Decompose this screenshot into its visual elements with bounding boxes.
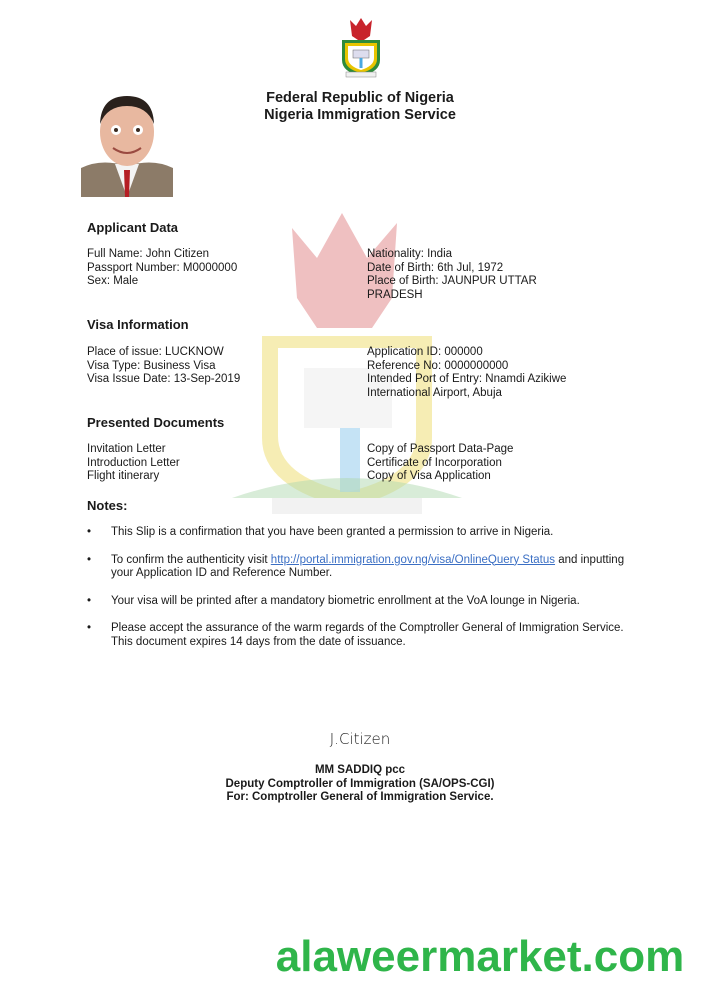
bullet: • [87,526,92,538]
note-text: and inputting your Application ID and Reference Number. [111,553,625,580]
visa-info-title: Visa Information [87,317,189,332]
documents-right [367,443,607,484]
visa-info-right [367,346,607,400]
applicant-data-right [367,248,607,302]
signer-for: For: Comptroller General of Immigration Service. [226,791,494,804]
document-item: Flight itinerary [87,470,160,483]
note-item [87,622,627,649]
place-of-birth-cont: PRADESH [367,288,423,301]
visa-info-left [87,346,357,387]
bullet: • [87,594,92,607]
date-of-birth: Date of Birth: 6th Jul, 1972 [367,261,504,274]
visa-type: Visa Type: Business Visa [87,359,216,372]
header-line-2: Nigeria Immigration Service [264,107,456,123]
signer-name: MM SADDIQ pcc [314,764,406,776]
applicant-data-left [87,248,357,289]
bullet: • [87,622,92,635]
note-item [87,595,627,609]
signer-title: Deputy Comptroller of Immigration (SA/OPS-CGI) [225,777,495,790]
note-text: Please accept the assurance of the warm regards of the Comptroller General of Immigration Service. [111,622,624,635]
note-text: This Slip is a confirmation that you have been granted a permission to arrive in Nigeria. [111,526,554,538]
place-of-issue: Place of issue: LUCKNOW [87,346,224,358]
application-id: Application ID: 000000 [367,346,483,358]
applicant-data-title: Applicant Data [87,220,179,235]
place-of-birth: Place of Birth: JAUNPUR UTTAR [367,275,537,288]
reference-no: Reference No: 0000000000 [367,359,509,372]
note-text: Your visa will be printed after a mandatory biometric enrollment at the VoA lounge in Nigeria. [111,594,580,607]
note-text: This document expires 14 days from the date of issuance. [111,635,406,648]
note-item [87,526,627,540]
notes-list [87,526,627,664]
signer-block [160,764,560,805]
brand-watermark: alaweermarket.com [275,932,685,981]
visa-issue-date: Visa Issue Date: 13-Sep-2019 [87,373,241,386]
note-item [87,554,627,581]
document-item: Invitation Letter [87,443,166,455]
document-item: Copy of Passport Data-Page [367,443,514,455]
port-of-entry: Intended Port of Entry: Nnamdi Azikiwe [367,373,567,386]
document-item: Introduction Letter [87,456,180,469]
presented-documents-title: Presented Documents [87,415,225,430]
document-item: Certificate of Incorporation [367,456,502,469]
document-item: Copy of Visa Application [367,470,491,483]
verification-link[interactable]: http://portal.immigration.gov.ng/visa/OnlineQuery Status [270,553,556,566]
header-line-1: Federal Republic of Nigeria [266,90,454,106]
document-header [200,90,520,124]
documents-left [87,443,357,484]
note-text: To confirm the authenticity visit [111,553,271,566]
full-name: Full Name: John Citizen [87,248,210,260]
sex: Sex: Male [87,275,139,288]
handwritten-signature: J.Citizen [329,730,391,748]
bullet: • [87,553,92,566]
notes-title: Notes: [87,498,128,513]
applicant-photo [81,88,173,197]
immigration-crest-logo [336,16,386,80]
port-of-entry-cont: International Airport, Abuja [367,386,502,399]
nationality: Nationality: India [367,248,453,260]
passport-number: Passport Number: M0000000 [87,261,238,274]
